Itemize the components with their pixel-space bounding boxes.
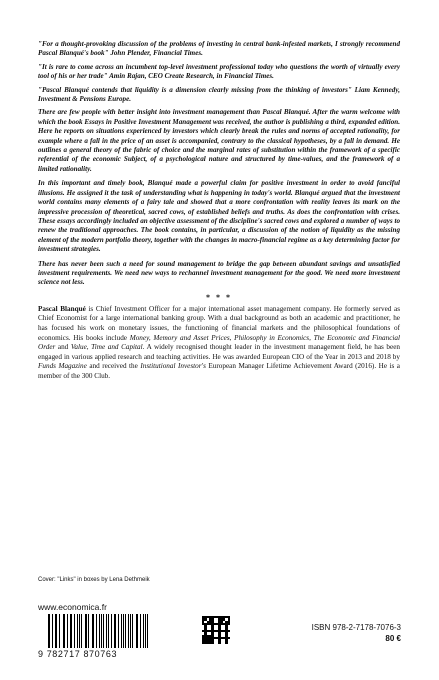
barcode-bar (88, 614, 89, 648)
qr-code-icon (202, 616, 230, 644)
barcode-bar (59, 614, 60, 648)
barcode-bar (143, 614, 144, 648)
bio-text: and (55, 343, 71, 352)
press-quote: "It is rare to come across an incumbent top-level investment professional today who questions the worth of virtually every tool of his or her trade" Amin Rajan, CEO Create Research, in Financial Times. (38, 62, 400, 81)
magazine-name: Institutional Investor's (140, 362, 206, 371)
barcode-bars (38, 614, 150, 648)
author-bio (38, 305, 400, 382)
barcode-bar (81, 614, 82, 648)
blurb-section (38, 40, 400, 382)
bio-text: and received the (86, 362, 141, 371)
isbn-barcode (38, 614, 150, 658)
barcode-bar (71, 614, 72, 648)
press-quote: "For a thought-provoking discussion of the problems of investing in central bank-infested markets, I strongly recommend Pascal Blanqué's book" John Plender, Financial Times. (38, 40, 400, 58)
bio-text: is Chief Investment Officer for a major international asset management company. He formerly served as Chief Economist for a large international banking group. With a dual background as both an academic and practitioner, he has focused his work on monetary issues, the functioning of financial markets and the philosophical foundations of economics. His books include (38, 304, 400, 342)
barcode-number: 9 782717 870763 (38, 649, 118, 659)
qr-module (228, 642, 230, 644)
bio-text: . A widely recognised thought leader in the investment management field, he has been engaged in various applied research and teaching activities. He was awarded European CIO of the Year in 2013 and 2018 by (38, 343, 400, 361)
barcode-bar (115, 614, 116, 648)
barcode-bar (121, 614, 122, 648)
press-quote: "Pascal Blanqué contends that liquidity is a dimension clearly missing from the thinking of investors" Liam Kennedy, Investment & Pensions Europe. (38, 85, 400, 104)
description-paragraph: There has never been such a need for sound management to bridge the gap between abundant savings and unsatisfied investment requirements. We need new ways to rechannel investment management for the good. We need more investment science not less. (38, 259, 400, 287)
section-separator: * * * (206, 292, 232, 302)
bio-text: European Manager Lifetime Achievement Award (2016). He is a member of the 300 Club. (38, 362, 400, 380)
description-paragraph: In this important and timely book, Blanqué made a powerful claim for positive investment in order to avoid fanciful illusions. He assigned it the task of understanding what is happening in today's world. Blanqué argued that the investment world contains many elements of a fairy tale and showed that a more confrontation with reality leaves its mark on the impressive procession of theoretical, sacred cows, of established beliefs and truths. As does the confrontation with crises. These essays accordingly included an objective assessment of the discipline's sacred cows and explored a number of ways to renew the traditional approaches. The book contains, in particular, a discussion of the notion of liquidity as the missing element of the modern portfolio theory, together with the changes in macro-financial regime as a key determining factor for investment strategies. (38, 179, 400, 254)
author-name: Pascal Blanqué (38, 304, 86, 313)
isbn-number: ISBN 978-2-7178-7076-3 (311, 623, 401, 632)
barcode-bar (136, 614, 137, 648)
barcode-bar (101, 614, 102, 648)
barcode-bar (74, 614, 75, 648)
barcode-bar (52, 614, 53, 648)
magazine-name: Funds Magazine (38, 362, 87, 371)
book-titles: Money, Memory and Asset Prices, Philosophy in Economics, The Economic and Financial Order (38, 333, 400, 352)
barcode-bar (108, 614, 109, 648)
barcode-bar (130, 614, 131, 648)
price: 80 € (385, 634, 401, 643)
publisher-website[interactable]: www.economica.fr (38, 602, 107, 612)
barcode-bar (64, 614, 65, 648)
description-paragraph: There are few people with better insight into investment management than Pascal Blanqué. After the warm welcome with which the book Essays in Positive Investment Management was received, the author is publishing a third, expanded edition. Here he reports on situations experienced by investors which clearly break the rules and norms of accepted rationality, for example where a fall in the price of an asset is accompanied, contrary to the classical hypotheses, by a fall in demand. He outlines a general theory of the fabric of choice and the marginal rates of substitution within the framework of a specific referential of the economic Subject, of a psychological nature and structured by time-values, and the framework of a limited rationality. (38, 108, 400, 173)
book-title: Value, Time and Capital (70, 343, 143, 352)
cover-credit: Cover: "Links" in boxes by Lena Dethmeik (38, 577, 150, 583)
barcode-bar (99, 614, 100, 648)
